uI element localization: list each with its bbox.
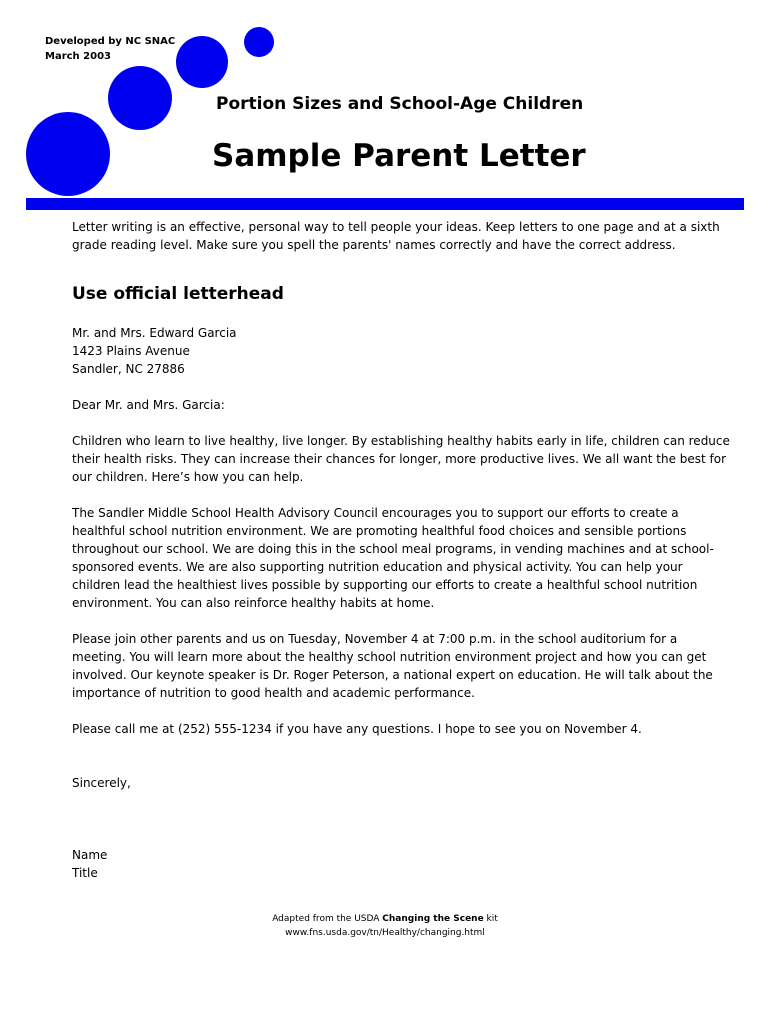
footer-kit-name: Changing the Scene (382, 914, 484, 924)
credit-developer: Developed by NC SNAC (45, 36, 176, 47)
address-street: 1423 Plains Avenue (72, 344, 190, 358)
address-name: Mr. and Mrs. Edward Garcia (72, 326, 237, 340)
document-subtitle: Portion Sizes and School-Age Children (216, 94, 584, 114)
footer-prefix: Adapted from the USDA (272, 914, 383, 924)
signature-name: Name (72, 848, 108, 862)
section-heading: Use official letterhead (72, 284, 284, 304)
signature-block (72, 846, 732, 882)
decorative-circle-small (176, 36, 228, 88)
letter-body (72, 218, 732, 882)
footer-suffix: kit (483, 914, 498, 924)
letter-paragraph: The Sandler Middle School Health Advisory Council encourages you to support our efforts to create a healthful school nutrition environment. We are promoting healthful food choices and sensible portions throughout our school. We are doing this in the school meal programs, in vending machines and at school-sponsored events. We are also supporting nutrition education and physical activity. You can help your children lead the healthiest lives possible by supporting our efforts to create a healthful school nutrition environment. You can also reinforce healthy habits at home. (72, 506, 714, 610)
footer-attribution (0, 912, 770, 940)
decorative-circle-medium (108, 66, 172, 130)
intro-paragraph: Letter writing is an effective, personal way to tell people your ideas. Keep letters to one page and at a sixth grade reading level. Make sure you spell the parents' names correctly and have the correct address. (72, 220, 720, 252)
address-city: Sandler, NC 27886 (72, 362, 185, 376)
credit-block (45, 34, 175, 64)
salutation: Dear Mr. and Mrs. Garcia: (72, 398, 225, 412)
document-title: Sample Parent Letter (212, 138, 586, 174)
credit-date: March 2003 (45, 51, 111, 62)
letter-paragraph: Please call me at (252) 555-1234 if you have any questions. I hope to see you on November 4. (72, 722, 642, 736)
decorative-circle-large (26, 112, 110, 196)
closing: Sincerely, (72, 776, 131, 790)
decorative-circle-tiny (244, 27, 274, 57)
recipient-address (72, 324, 732, 378)
signature-title: Title (72, 866, 98, 880)
letter-paragraph: Children who learn to live healthy, live longer. By establishing healthy habits early in life, children can reduce their health risks. They can increase their chances for longer, more productive lives. We all want the best for our children. Here’s how you can help. (72, 434, 730, 484)
footer-url: www.fns.usda.gov/tn/Healthy/changing.html (285, 928, 485, 938)
header-rule (26, 198, 744, 210)
footer-source-line (0, 912, 770, 926)
letter-paragraph: Please join other parents and us on Tuesday, November 4 at 7:00 p.m. in the school auditorium for a meeting. You will learn more about the healthy school nutrition environment project and how you can get involved. Our keynote speaker is Dr. Roger Peterson, a national expert on education. He will talk about the importance of nutrition to good health and academic performance. (72, 632, 713, 700)
